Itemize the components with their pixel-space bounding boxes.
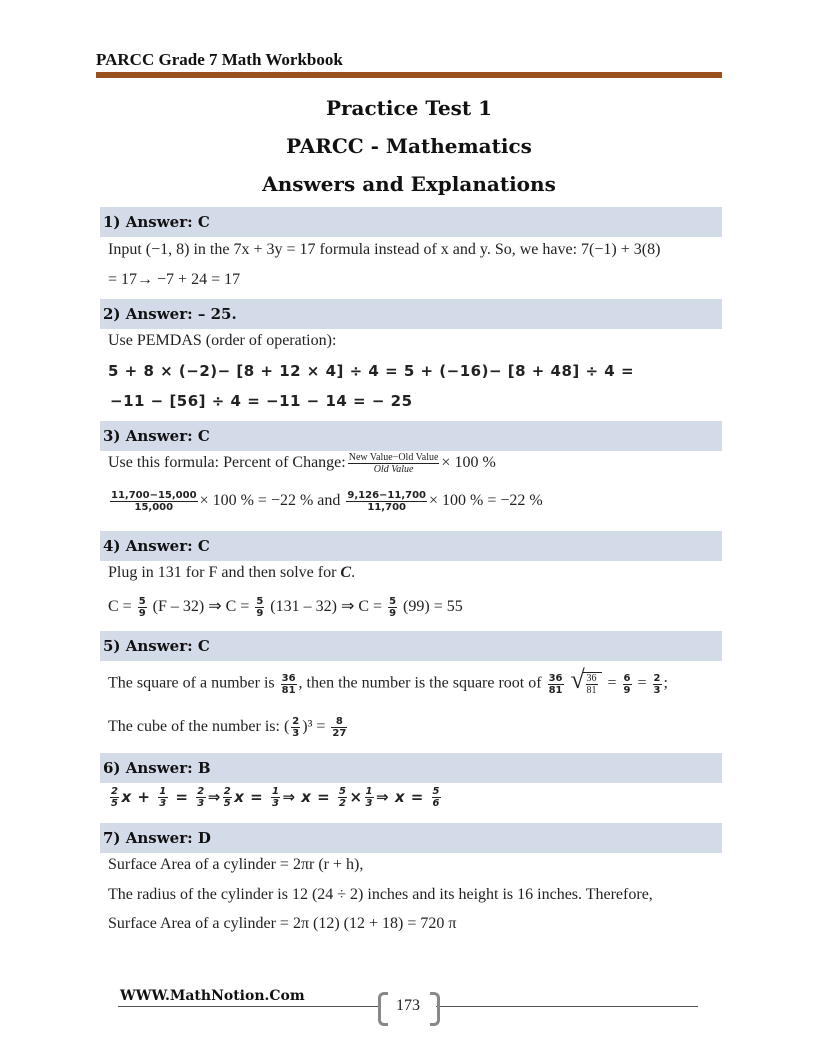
fraction-1-3 [158,786,167,809]
fraction-numerator: 5 [432,786,441,797]
fraction-5-9 [255,596,264,619]
fraction-numerator: 2 [653,672,661,684]
fraction-numerator: 1 [159,786,167,797]
fraction-1 [110,490,198,513]
fraction-denominator: Old Value [373,464,414,475]
fraction-denominator: 11,700 [367,502,406,513]
fraction-numerator: 2 [223,786,232,797]
fraction-numerator: 1 [365,786,373,797]
fraction-5-2 [338,786,347,809]
answer-bar-2: 2) Answer: – 25. [100,299,722,329]
variable-c: C [340,564,352,581]
q5-text-b: , then the number is the square root of [298,674,542,692]
q3-mid-1: × 100 % = −22 % and [199,492,341,510]
q4-part-1: C = [108,598,132,616]
q7-line-1: Surface Area of a cylinder = 2πr (r + h), [108,856,364,873]
answer-bar-5: 5) Answer: C [100,631,722,661]
fraction-denominator: 3 [292,728,300,739]
fraction-6-9 [623,673,632,696]
q3-mid-2: × 100 % = −22 % [429,492,543,510]
q4-text: Plug in 131 for F and then solve for [108,564,341,581]
header-rule [96,72,722,78]
cube-exponent: ³ = [307,718,326,736]
answer-bar-4: 4) Answer: C [100,531,722,561]
fraction-5-6 [432,786,441,809]
fraction-numerator: 2 [111,786,119,797]
fraction-2-3 [653,673,662,696]
fraction-denominator: 3 [271,798,280,809]
subject-title: PARCC - Mathematics [286,134,532,158]
fraction-numerator: 5 [338,786,347,797]
equals: = [175,788,189,806]
fraction-2-5 [110,786,119,809]
equals: = [250,788,264,806]
fraction-numerator: 8 [331,716,347,728]
q3-prefix: Use this formula: Percent of Change: [108,454,346,472]
variable-x: x [301,788,312,806]
fraction-2-3 [291,716,300,739]
fraction-denominator: 15,000 [134,502,174,513]
page-number: 173 [380,990,436,1022]
equals: = [637,674,647,692]
fraction-numerator: 1 [271,786,280,797]
fraction-denominator: 9 [623,684,631,696]
q3-line-2 [108,490,543,513]
fraction-5-9 [138,596,147,619]
fraction-numerator: 2 [197,786,205,797]
practice-test-title: Practice Test 1 [325,96,493,120]
fraction-denominator: 81 [281,684,296,696]
fraction-1-3 [365,786,374,809]
q4-part-3: (131 – 32) ⇒ C = [270,598,383,616]
equals: = [410,788,424,806]
q2-line-1: Use PEMDAS (order of operation): [108,332,337,349]
q3-suffix: × 100 % [441,454,496,472]
q4-part-2: (F – 32) ⇒ C = [152,598,250,616]
times: × [349,788,363,806]
section-title: Answers and Explanations [262,172,556,196]
fraction-numerator: 11,700−15,000 [111,490,197,501]
answer-bar-1: 1) Answer: C [100,207,722,237]
fraction-numerator: 2 [292,716,300,727]
q1-line-1: Input (−1, 8) in the 7x + 3y = 17 formula instead of x and y. So, we have: 7(−1) + 3(8) [108,241,661,258]
fraction-numerator: 6 [623,672,631,684]
fraction-5-9 [388,596,397,619]
fraction-numerator: 5 [256,596,264,607]
fraction-36-81 [548,673,564,696]
q5-cube-text: The cube of the number is: [108,718,280,736]
q5-line-2: The cube of the number is: ( $\frac{2}{3}$ )³ = $\frac{8}{27}$ [108,716,347,739]
fraction-denominator: 3 [365,798,373,809]
fraction-denominator: 3 [159,798,167,809]
q7-line-2: The radius of the cylinder is 12 (24 ÷ 2) inches and its height is 16 inches. Therefore, [108,886,653,903]
fraction-denominator: 9 [256,608,264,619]
fraction-denominator: 3 [653,684,661,696]
fraction-numerator: New Value−Old Value [348,452,439,463]
fraction-numerator: 9,126−11,700 [347,490,426,501]
fraction-denominator: 9 [138,608,146,619]
answer-bar-7: 7) Answer: D [100,823,722,853]
book-title: PARCC Grade 7 Math Workbook [96,50,343,69]
q2-line-2: 5 + 8 × (−2)− [8 + 12 × 4] ÷ 4 = 5 + (−16)− [8 + 48] ÷ 4 = [108,362,635,380]
implies: ⇒ [282,788,296,806]
q3-line-1 [108,452,496,475]
fraction-denominator: 6 [432,798,441,809]
q4-line-1 [108,564,355,582]
fraction-36-81 [586,673,598,696]
q4-line-2 [108,596,463,619]
variable-x: x [121,788,132,806]
fraction-numerator: 36 [548,672,563,684]
q7-line-3: Surface Area of a cylinder = 2π (12) (12 + 18) = 720 π [108,915,457,932]
fraction-8-27 [331,716,347,739]
q6-equation [108,786,443,809]
fraction-denominator: 5 [111,798,119,809]
fraction-numerator: 5 [138,596,146,607]
fraction-denominator: 81 [548,684,563,696]
implies: ⇒ [376,788,390,806]
variable-x: x [234,788,245,806]
fraction-denominator: 9 [389,608,397,619]
q4-part-4: (99) = 55 [403,598,463,616]
plus: + [137,788,151,806]
right-bracket-icon [430,992,440,1026]
implies: ⇒ [207,788,221,806]
square-root [572,672,602,696]
q5-text-a: The square of a number is [108,674,275,692]
answer-bar-6: 6) Answer: B [100,753,722,783]
fraction-denominator: 5 [223,798,232,809]
fraction-2-5 [223,786,232,809]
answer-bar-3: 3) Answer: C [100,421,722,451]
equals: = [607,674,617,692]
equals: = [317,788,331,806]
q5-line-1 [108,672,668,696]
fraction-numerator: 36 [281,672,296,684]
fraction-denominator: 3 [197,798,205,809]
fraction-numerator: 5 [389,596,397,607]
fraction-1-3 [271,786,280,809]
fraction-numerator: √ 36 [586,673,597,684]
q4-period: . [351,564,356,581]
percent-change-fraction [348,452,440,475]
footer-website: WWW.MathNotion.Com [120,988,305,1004]
fraction-denominator: 27 [332,728,347,739]
q2-line-3: −11 − [56] ÷ 4 = −11 − 14 = − 25 [110,392,413,410]
fraction-2 [346,490,427,513]
fraction-denominator: 2 [338,798,347,809]
fraction-denominator: 81 [586,685,597,696]
variable-x: x [394,788,405,806]
left-bracket-icon [378,992,388,1026]
q5-tail: ; [663,674,668,692]
q1-line-2: = 17→ −7 + 24 = 17 [108,271,241,288]
fraction-2-3 [196,786,205,809]
fraction-36-81 [281,673,297,696]
